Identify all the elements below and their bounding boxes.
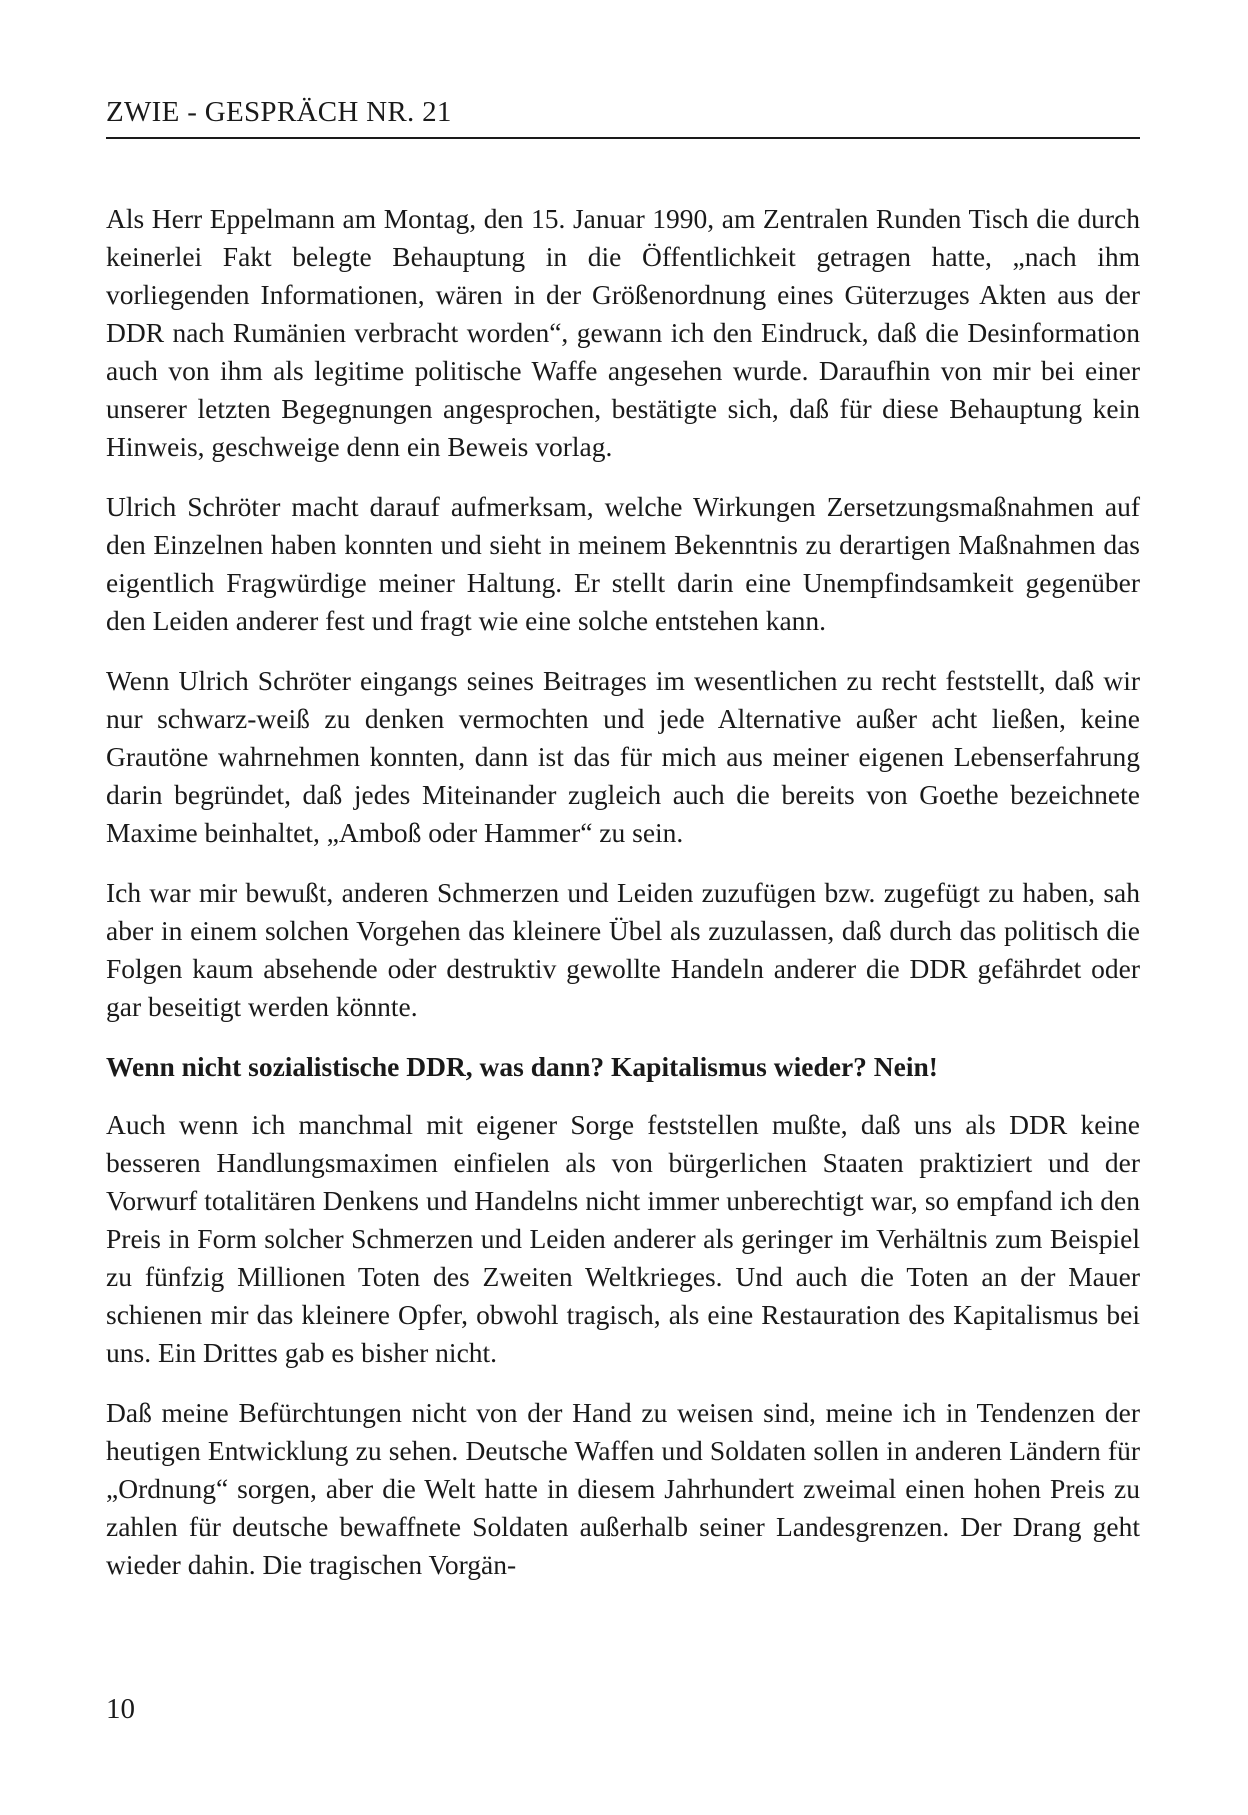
- body-text: [106, 200, 1140, 1606]
- header-rule: [106, 137, 1140, 139]
- paragraph-2: Ulrich Schröter macht darauf aufmerksam, welche Wirkungen Zersetzungsmaßnahmen auf den Einzelnen haben konnten und sieht in meinem Bekenntnis zu derartigen Maßnahmen das eigentlich Fragwürdige meiner Haltung. Er stellt darin eine Unempfindsamkeit gegenüber den Leiden anderer fest und fragt wie eine solche entstehen kann.: [106, 491, 1140, 636]
- page-number: 10: [106, 1693, 135, 1725]
- paragraph-4: Ich war mir bewußt, anderen Schmerzen und Leiden zuzufügen bzw. zugefügt zu haben, sah aber in einem solchen Vorgehen das kleinere Übel als zuzulassen, daß durch das politisch die Folgen kaum absehende oder destruktiv gewollte Handeln anderer die DDR gefährdet oder gar beseitigt werden könnte.: [106, 877, 1140, 1022]
- paragraph-5: Auch wenn ich manchmal mit eigener Sorge feststellen mußte, daß uns als DDR keine besseren Handlungsmaximen einfielen als von bürgerlichen Staaten praktiziert und der Vorwurf totalitären Denkens und Handelns nicht immer unberechtigt war, so empfand ich den Preis in Form solcher Schmerzen und Leiden anderer als geringer im Verhältnis zum Beispiel zu fünfzig Millionen Toten des Zweiten Weltkrieges. Und auch die Toten an der Mauer schienen mir das kleinere Opfer, obwohl tragisch, als eine Restauration des Kapitalismus bei uns. Ein Drittes gab es bisher nicht.: [106, 1109, 1140, 1368]
- running-header: ZWIE - GESPRÄCH NR. 21: [106, 96, 452, 128]
- paragraph-1: Als Herr Eppelmann am Montag, den 15. Januar 1990, am Zentralen Runden Tisch die durch keinerlei Fakt belegte Behauptung in die Öffentlichkeit getragen hatte, „nach ihm vorliegenden Informationen, wären in der Größenordnung eines Güterzuges Akten aus der DDR nach Rumänien verbracht worden“, gewann ich den Eindruck, daß die Desinformation auch von ihm als legitime politische Waffe angesehen wurde. Daraufhin von mir bei einer unserer letzten Begegnungen angesprochen, bestätigte sich, daß für diese Behauptung kein Hinweis, geschweige denn ein Beweis vorlag.: [106, 203, 1140, 462]
- paragraph-6: Daß meine Befürchtungen nicht von der Hand zu weisen sind, meine ich in Tendenzen der heutigen Entwicklung zu sehen. Deutsche Waffen und Soldaten sollen in anderen Ländern für „Ordnung“ sorgen, aber die Welt hatte in diesem Jahrhundert zweimal einen hohen Preis zu zahlen für deutsche bewaffnete Soldaten außerhalb seiner Landesgrenzen. Der Drang geht wieder dahin. Die tragischen Vorgän-: [106, 1397, 1140, 1580]
- section-heading: Wenn nicht sozialistische DDR, was dann? Kapitalismus wieder? Nein!: [106, 1051, 938, 1082]
- paragraph-3: Wenn Ulrich Schröter eingangs seines Beitrages im wesentlichen zu recht feststellt, daß wir nur schwarz-weiß zu denken vermochten und jede Alternative außer acht ließen, keine Grautöne wahrnehmen konnten, dann ist das für mich aus meiner eigenen Lebenserfahrung darin begründet, daß jedes Miteinander zugleich auch die bereits von Goethe bezeichnete Maxime beinhaltet, „Amboß oder Hammer“ zu sein.: [106, 665, 1140, 848]
